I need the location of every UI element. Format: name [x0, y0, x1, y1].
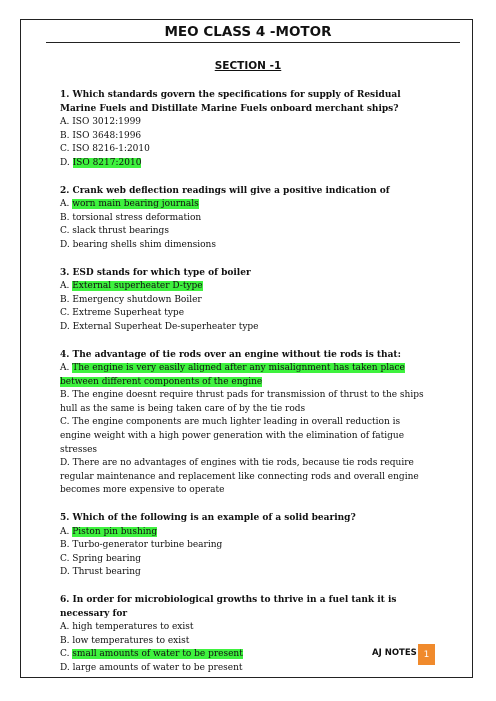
question-text: 1. Which standards govern the specifications for supply of Residual Marine Fuels and Distillate Marine Fuels onboard merchant ships?	[60, 90, 401, 114]
option-text: small amounts of water to be present	[72, 649, 243, 660]
answer-option	[60, 539, 432, 553]
option-text: The engine is very easily aligned after any misalignment has taken place between different components of the engine	[60, 363, 405, 387]
answer-option-correct	[60, 198, 432, 212]
answer-option	[60, 621, 432, 635]
option-text: External Superheat De-superheater type	[72, 321, 259, 332]
question-block	[60, 349, 432, 499]
question-text: 4. The advantage of tie rods over an engine without tie rods is that:	[60, 349, 401, 360]
option-text: worn main bearing journals	[72, 199, 199, 210]
answer-option	[60, 662, 432, 676]
question-block	[60, 185, 432, 253]
question-block	[60, 267, 432, 335]
answer-option	[60, 239, 432, 253]
question-block	[60, 89, 432, 171]
option-text: Emergency shutdown Boiler	[72, 294, 202, 305]
option-text: ISO 3648:1996	[72, 130, 142, 141]
question-text: 3. ESD stands for which type of boiler	[60, 267, 251, 278]
option-letter: B.	[60, 540, 73, 551]
answer-option	[60, 225, 432, 239]
option-text: Turbo-generator turbine bearing	[72, 540, 223, 551]
answer-option	[60, 307, 432, 321]
answer-option	[60, 116, 432, 130]
answer-option-correct	[60, 157, 432, 171]
answer-option	[60, 457, 432, 498]
option-letter: D.	[60, 157, 73, 168]
option-text: External superheater D-type	[72, 281, 203, 292]
option-letter: A.	[60, 363, 73, 374]
option-text: ISO 8217:2010	[72, 157, 142, 168]
question-block	[60, 594, 432, 676]
question-text: 5. Which of the following is an example of a solid bearing?	[60, 513, 356, 524]
option-letter: C.	[60, 226, 73, 237]
answer-option-correct	[60, 280, 432, 294]
option-letter: A.	[60, 117, 73, 128]
option-text: Spring bearing	[72, 553, 142, 564]
option-text: slack thrust bearings	[72, 226, 169, 237]
answer-option	[60, 635, 432, 649]
option-text: high temperatures to exist	[72, 622, 194, 633]
option-letter: D.	[60, 458, 73, 469]
question-list	[60, 89, 432, 690]
option-letter: C.	[60, 308, 73, 319]
option-text: ISO 3012:1999	[72, 117, 142, 128]
page-title: MEO CLASS 4 -MOTOR	[164, 24, 332, 40]
title-divider	[46, 42, 460, 43]
footer-notes-label: AJ NOTES	[372, 648, 417, 658]
option-text: The engine components are much lighter leading in overall reduction is engine weight with a high power generation with the elimination of fatigue stresses	[60, 417, 405, 455]
option-letter: B.	[60, 635, 73, 646]
option-text: The engine doesnt require thrust pads for transmission of thrust to the ships hull as the same is being taken care of by the tie rods	[60, 390, 424, 414]
option-letter: C.	[60, 553, 73, 564]
answer-option	[60, 294, 432, 308]
option-letter: B.	[60, 212, 73, 223]
answer-option	[60, 566, 432, 580]
answer-option-correct	[60, 362, 432, 389]
question-block	[60, 512, 432, 580]
question-text: 6. In order for microbiological growths to thrive in a fuel tank it is necessary for	[60, 595, 397, 619]
option-letter: D.	[60, 321, 73, 332]
option-text: Thrust bearing	[72, 567, 141, 578]
option-letter: D.	[60, 662, 73, 673]
answer-option	[60, 416, 432, 457]
section-heading: SECTION -1	[214, 60, 282, 72]
answer-option-correct	[60, 526, 432, 540]
option-text: ISO 8216-1:2010	[72, 144, 150, 155]
answer-option	[60, 389, 432, 416]
option-letter: C.	[60, 144, 73, 155]
answer-option	[60, 143, 432, 157]
option-text: Piston pin bushing	[72, 526, 158, 537]
page-number-badge: 1	[418, 644, 435, 665]
option-letter: B.	[60, 294, 73, 305]
option-text: low temperatures to exist	[72, 635, 190, 646]
option-letter: A.	[60, 622, 73, 633]
answer-option	[60, 321, 432, 335]
option-letter: B.	[60, 130, 73, 141]
option-letter: A.	[60, 526, 73, 537]
option-letter: A.	[60, 281, 73, 292]
option-letter: C.	[60, 649, 73, 660]
option-letter: B.	[60, 390, 73, 401]
option-letter: D.	[60, 239, 73, 250]
answer-option	[60, 553, 432, 567]
option-letter: A.	[60, 199, 73, 210]
option-text: Extreme Superheat type	[72, 308, 185, 319]
answer-option	[60, 130, 432, 144]
option-letter: D.	[60, 567, 73, 578]
option-text: There are no advantages of engines with tie rods, because tie rods require regular maintenance and replacement like connecting rods and overall engine becomes more expensive to operate	[60, 458, 419, 496]
option-text: bearing shells shim dimensions	[72, 239, 216, 250]
option-text: large amounts of water to be present	[72, 662, 243, 673]
answer-option	[60, 212, 432, 226]
option-text: torsional stress deformation	[72, 212, 202, 223]
option-letter: C.	[60, 417, 73, 428]
question-text: 2. Crank web deflection readings will give a positive indication of	[60, 185, 390, 196]
